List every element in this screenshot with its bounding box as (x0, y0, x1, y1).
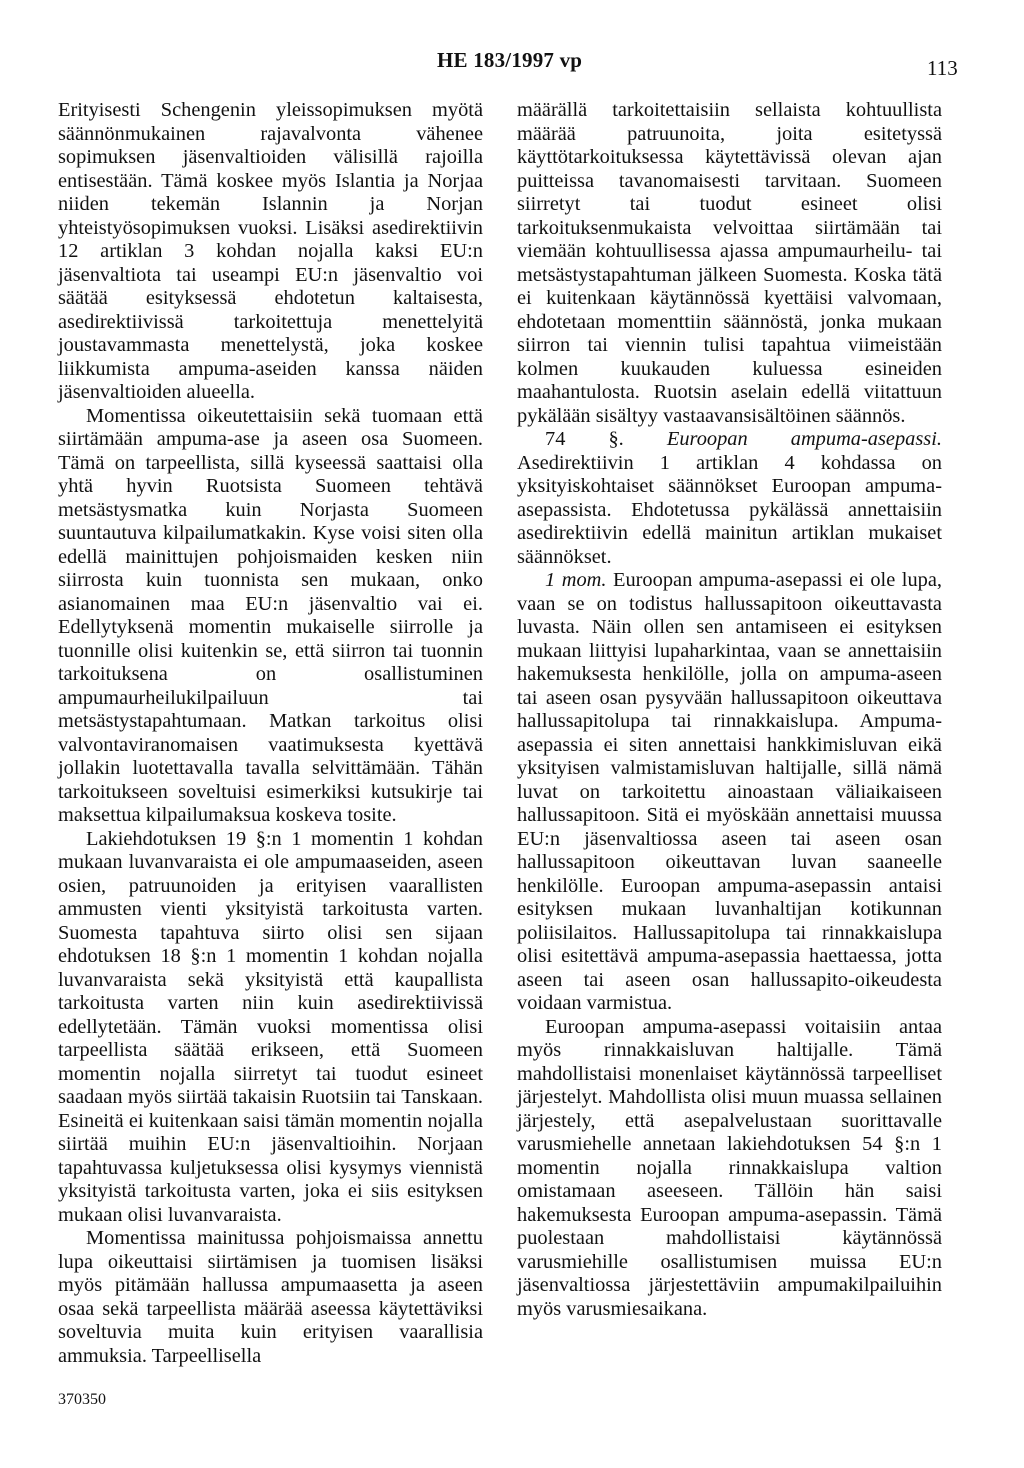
paragraph: Erityisesti Schengenin yleissopimuksen myötä säännönmukainen rajavalvonta vähenee sopimuksen jäsenvaltioiden välisillä rajoilla entisestään. Tämä koskee myös Islantia ja Norjaa niiden tekemän Islannin ja Norjan yhteistyösopimuksen vuoksi. Lisäksi asedirektiivin 12 artiklan 3 kohdan nojalla kaksi EU:n jäsenvaltiota tai useampi EU:n jäsenvaltio voi säätää esityksessä ehdotetun kaltaisesta, asedirektiivissä tarkoitettuja menettelyitä joustavammasta menettelystä, joka koskee liikkumista ampuma-aseiden kanssa näiden jäsenvaltioiden alueella. (58, 99, 483, 403)
paragraph: Euroopan ampuma-asepassi voitaisiin antaa myös rinnakkaisluvan haltijalle. Tämä mahdollistaisi monenlaiset käytännössä tarpeelliset järjestelyt. Mahdollista olisi muun muassa sellainen järjestely, että asepalvelustaan suorittavalle varusmiehelle annetaan lakiehdotuksen 54 §:n 1 momentin nojalla rinnakkaislupa valtion omistamaan aseeseen. Tällöin hän saisi hakemuksesta Euroopan ampuma-asepassin. Tämä puolestaan mahdollistaisi käytännössä varusmiehille osallistumisen muissa EU:n jäsenvaltiossa järjestettäviin ampumakilpailuihin myös varusmiesaikana. (517, 1015, 942, 1320)
moment-label: 1 mom. (545, 569, 607, 591)
section-paragraph (517, 428, 942, 569)
section-text: Asedirektiivin 1 artiklan 4 kohdassa on yksityiskohtaiset säännökset Euroopan ampuma-asepassista. Ehdotetussa pykälässä annettaisiin asedirektiivin edellä mainitun artiklan mukaiset säännökset. (517, 451, 942, 568)
paragraph: määrällä tarkoitettaisiin sellaista kohtuullista määrää patruunoita, joita esitetyssä käyttötarkoituksessa käytettävissä olevan ajan puitteissa tavanomaisesti tarvitaan. Suomeen siirretyt tai tuodut esineet olisi tarkoituksenmukaista velvoittaa siirtämään tai viemään kohtuullisessa ajassa ampumaurheilu- tai metsästystapahtuman jälkeen Suomesta. Koska tätä ei kuitenkaan käytännössä kyettäisi valvomaan, ehdotetaan momenttiin säännöstä, jonka mukaan siirron tai viennin tulisi tapahtua viimeistään kolmen kuukauden kuluessa esineiden maahantulosta. Ruotsin aselain edellä viitattuun pykälään sisältyy vastaavansisältöinen säännös. (517, 99, 942, 427)
paragraph: Lakiehdotuksen 19 §:n 1 momentin 1 kohdan mukaan luvanvaraista ei ole ampumaaseiden, aseen osien, patruunoiden ja erityisen vaarallisten ammusten vienti yksityistä tarkoitusta varten. Suomesta tapahtuva siirto olisi sen sijaan ehdotuksen 18 §:n 1 momentin 1 kohdan nojalla luvanvaraista sekä yksityistä että kaupallista tarkoitusta varten niin kuin asedirektiivissä edellytetään. Tämän vuoksi momentissa olisi tarpeellista säätää erikseen, että Suomeen momentin nojalla siirretyt tai tuodut esineet saadaan myös siirtää takaisin Ruotsiin tai Tanskaan. Esineitä ei kuitenkaan saisi tämän momentin nojalla siirtää muihin EU:n jäsenvaltioihin. Norjaan tapahtuvassa kuljetuksessa olisi kysymys viennistä yksityistä tarkoitusta varten, joka ei siis esityksen mukaan olisi luvanvaraista. (58, 827, 483, 1226)
paragraph: Momentissa mainitussa pohjoismaissa annettu lupa oikeuttaisi siirtämisen ja tuomisen lisäksi myös pitämään hallussa ampumaasetta ja aseen osaa sekä tarpeellista määrää aseessa käytettäviksi soveltuvia muita kuin erityisen vaarallisia ammuksia. Tarpeellisella (58, 1227, 483, 1367)
right-column (517, 99, 942, 1321)
section-heading: Euroopan ampuma-asepassi. (666, 428, 942, 450)
paragraph: Momentissa oikeutettaisiin sekä tuomaan että siirtämään ampuma-ase ja aseen osa Suomeen. Tämä on tarpeellista, sillä kyseessä saattaisi olla yhtä hyvin Ruotsista Suomeen tehtävä metsästysmatka kuin Norjasta Suomeen suuntautuva kilpailumatkakin. Kyse voisi siten olla edellä mainittujen pohjoismaiden kesken niin siirrosta kuin tuonnista sen mukaan, onko asianomainen maa EU:n jäsenvaltio vai ei. Edellytyksenä momentin mukaiselle siirrolle ja tuonnille olisi kuitenkin se, että siirron tai tuonnin tarkoituksena on osallistuminen ampumaurheilukilpailuun tai metsästystapahtumaan. Matkan tarkoitus olisi valvontaviranomaisen vaatimuksesta kyettävä jollakin luotettavalla tavalla selvittämään. Tähän tarkoitukseen soveltuisi esimerkiksi kutsukirje tai maksettua kilpailumaksua koskeva tosite. (58, 404, 483, 826)
left-column (58, 99, 483, 1368)
moment-text: Euroopan ampuma-asepassi ei ole lupa, vaan se on todistus hallussapitoon oikeuttavasta luvasta. Näin ollen sen antamiseen ei esityksen mukaan liittyisi lupaharkintaa, vaan se annettaisiin hakemuksesta henkilölle, jolla on ampuma-aseen tai aseen osan pysyvään hallussapitoon oikeuttava hallussapitolupa tai rinnakkaislupa. Ampuma-asepassia ei siten annettaisi hankkimisluvan eikä yksityisen valmistamisluvan haltijalle, sillä nämä luvat on tarkoitettu ainoastaan väliaikaiseen hallussapitoon. Sitä ei myöskään annettaisi muussa EU:n jäsenvaltiossa aseen tai aseen osan hallussapitoon oikeuttavan luvan saaneelle henkilölle. Euroopan ampuma-asepassin antaisi esityksen mukaan luvanhaltijan kotikunnan poliisilaitos. Hallussapitolupa tai rinnakkaislupa olisi esitettävä ampuma-asepassia haettaessa, jotta aseen tai aseen osan hallussapito-oikeudesta voidaan varmistua. (517, 569, 942, 1014)
page-header-title: HE 183/1997 vp (437, 48, 583, 72)
moment-paragraph (517, 569, 942, 1016)
section-number: 74 §. (545, 428, 667, 450)
footer-print-code: 370350 (58, 1391, 106, 1408)
page-number: 113 (927, 56, 958, 80)
